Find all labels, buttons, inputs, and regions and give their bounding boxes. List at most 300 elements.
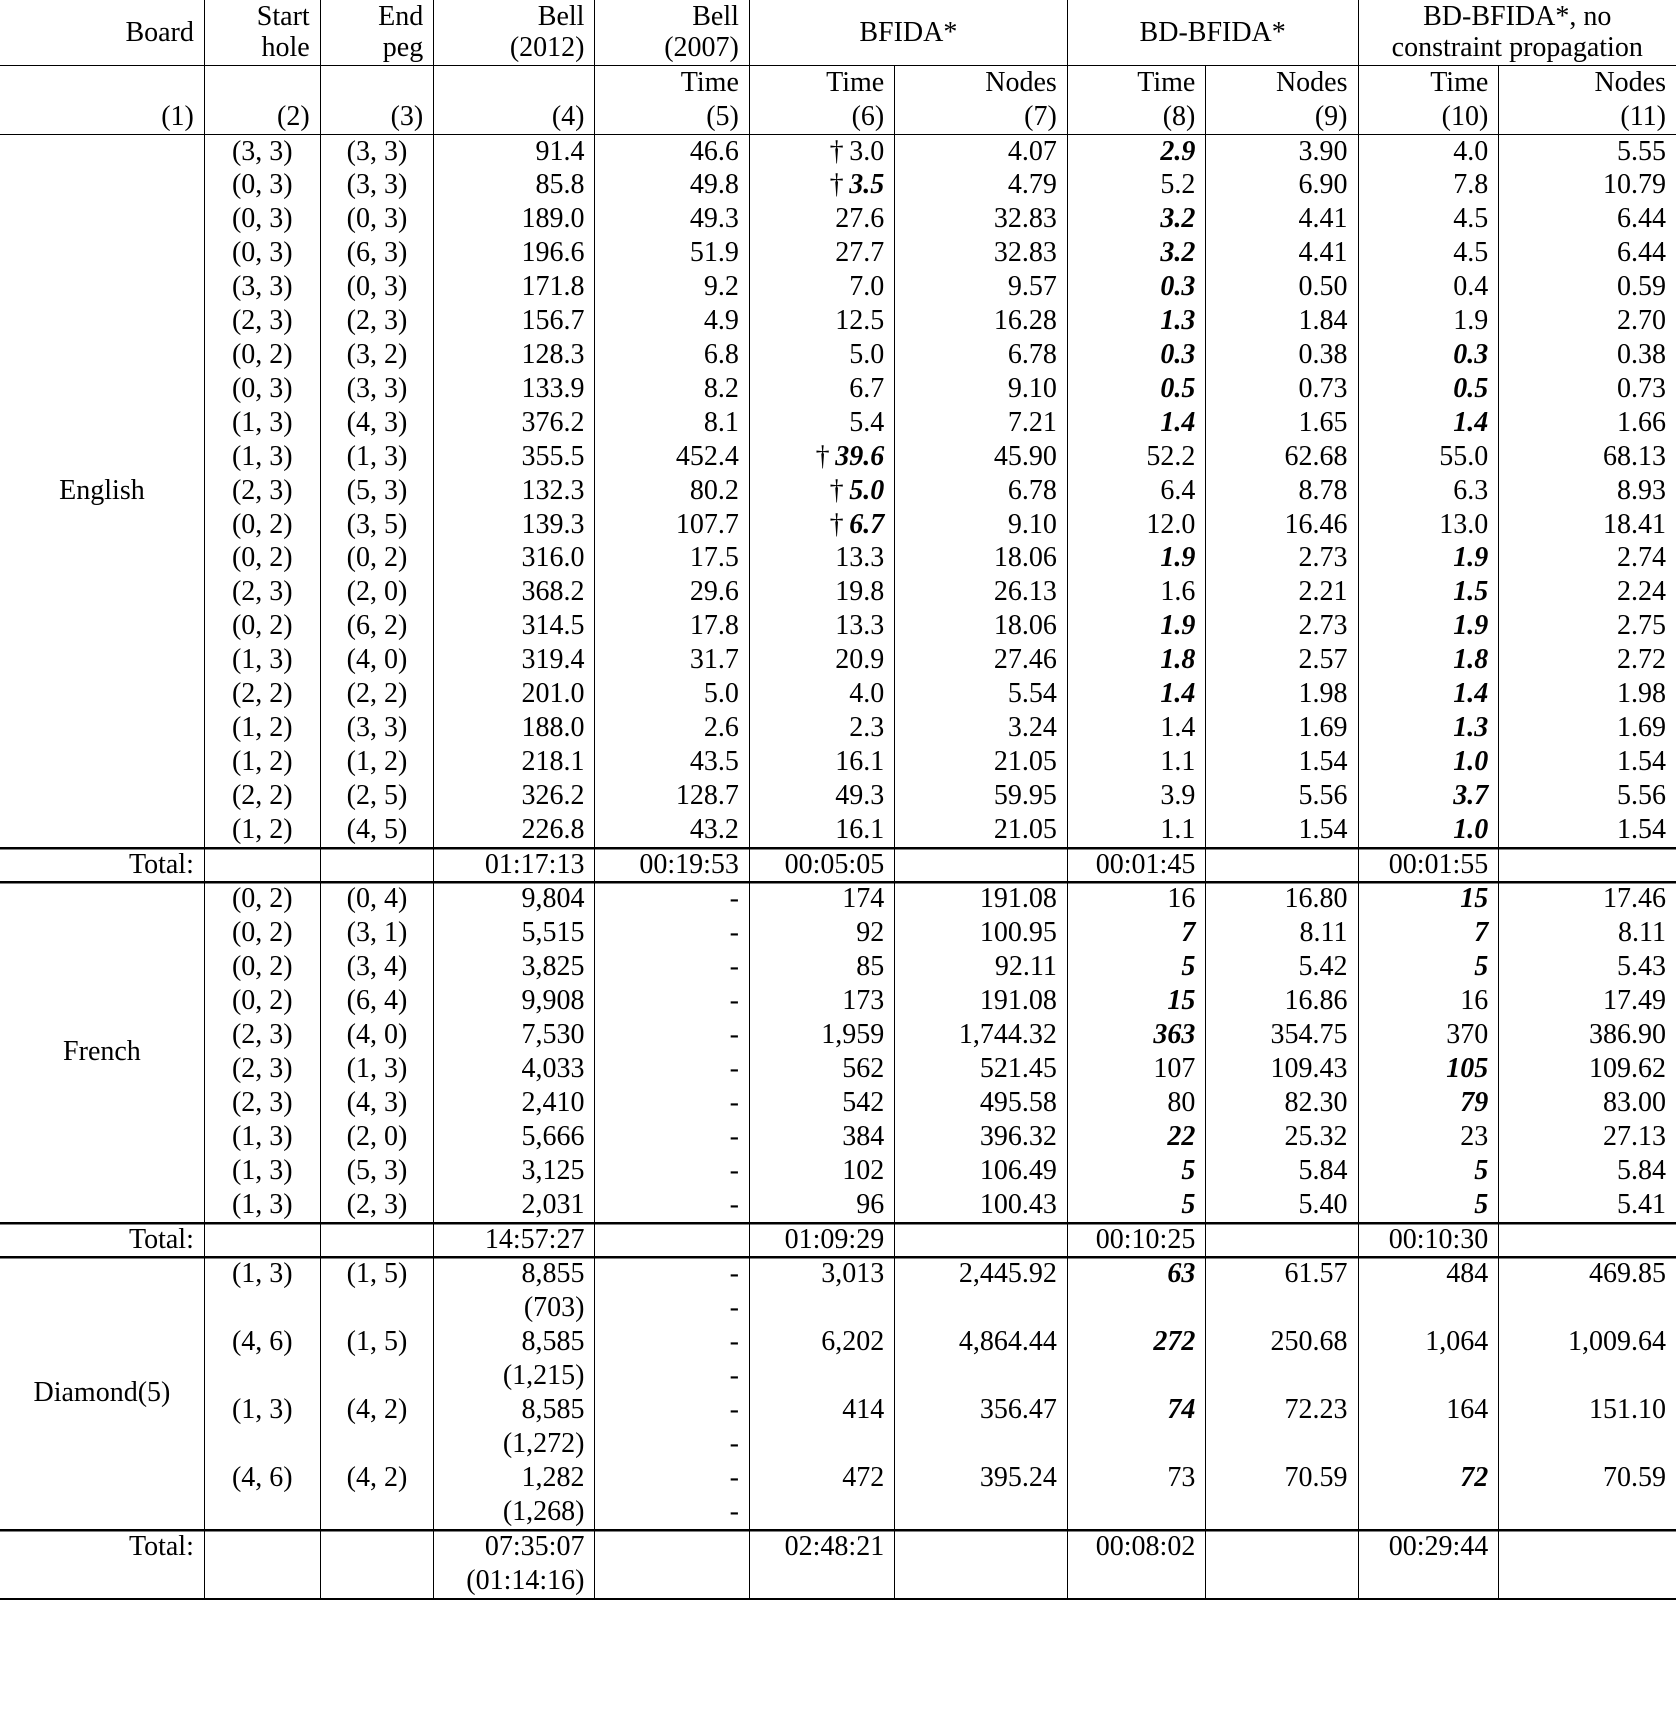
bfida-time-cell: 173 (749, 984, 894, 1018)
bdbfida-time-cell: 3.2 (1067, 202, 1206, 236)
bell2012-cell: 133.9 (434, 372, 595, 406)
bell2012-cell: 368.2 (434, 575, 595, 609)
start-hole-cell: (1, 3) (204, 1154, 320, 1188)
total-bell2012-cell: 14:57:27 (434, 1222, 595, 1257)
header-sub-end (320, 65, 434, 99)
bdbfida-nodes-cell: 1.54 (1206, 813, 1358, 847)
nocp-time-cell: 0.5 (1358, 372, 1499, 406)
bell2007-cell: - (595, 1086, 749, 1120)
bell2007-cell: 31.7 (595, 643, 749, 677)
bfida-nodes-cell: 9.57 (895, 270, 1068, 304)
end-peg-cell: (3, 4) (320, 950, 434, 984)
bfida-nodes-cell: 32.83 (895, 236, 1068, 270)
start-hole-cell: (0, 3) (204, 168, 320, 202)
nocp-nodes-cell: 17.46 (1499, 882, 1676, 916)
bdbfida-nodes-cell: 4.41 (1206, 202, 1358, 236)
start-hole-cell: (0, 2) (204, 916, 320, 950)
end-peg-cell: (1, 3) (320, 440, 434, 474)
bfida-nodes-cell: 26.13 (895, 575, 1068, 609)
end-peg-cell: (2, 5) (320, 779, 434, 813)
header-start-line1: Start (256, 1, 310, 32)
nocp-nodes-cell: 17.49 (1499, 984, 1676, 1018)
table-row (0, 1325, 1676, 1359)
start-hole-cell: (2, 3) (204, 1052, 320, 1086)
bell2012-cell: 189.0 (434, 202, 595, 236)
bfida-nodes-cell: 6.78 (895, 338, 1068, 372)
bfida-time-cell: 5.4 (749, 406, 894, 440)
bell2012-cell: 314.5 (434, 609, 595, 643)
bdbfida-time-cell: 0.3 (1067, 338, 1206, 372)
bell2007-sub-cell: - (595, 1291, 749, 1325)
header-bd-bfida-nocp (1358, 0, 1676, 65)
nocp-time-cell: 13.0 (1358, 508, 1499, 542)
bdbfida-nodes-cell: 61.57 (1206, 1257, 1358, 1291)
end-peg-cell: (2, 0) (320, 1120, 434, 1154)
total-label-cell: Total: (0, 1529, 204, 1563)
bdbfida-nodes-cell: 3.90 (1206, 134, 1358, 168)
end-peg-cell: (3, 3) (320, 134, 434, 168)
nocp-nodes-cell-empty (1499, 1359, 1676, 1393)
bdbfida-time-cell: 3.2 (1067, 236, 1206, 270)
total-nocp-nodes-empty-2 (1499, 1564, 1676, 1599)
nocp-nodes-cell: 18.41 (1499, 508, 1676, 542)
total-bfida-time-cell: 01:09:29 (749, 1222, 894, 1257)
bell2012-cell: 8,855 (434, 1257, 595, 1291)
bdbfida-time-cell: 1.3 (1067, 304, 1206, 338)
bell2012-cell: 201.0 (434, 677, 595, 711)
bfida-nodes-cell-empty (895, 1495, 1068, 1529)
end-peg-cell: (4, 0) (320, 1018, 434, 1052)
nocp-nodes-cell: 1,009.64 (1499, 1325, 1676, 1359)
header-num-9: (9) (1206, 100, 1358, 134)
start-hole-cell: (1, 2) (204, 745, 320, 779)
bell2007-cell: - (595, 1325, 749, 1359)
table-row (0, 270, 1676, 304)
nocp-time-cell: 16 (1358, 984, 1499, 1018)
bfida-time-cell: † 3.0 (749, 134, 894, 168)
bfida-nodes-cell: 106.49 (895, 1154, 1068, 1188)
bdbfida-time-cell: 16 (1067, 882, 1206, 916)
header-start-hole (204, 0, 320, 65)
nocp-time-cell: 1.9 (1358, 609, 1499, 643)
bfida-nodes-cell-empty (895, 1291, 1068, 1325)
table-row (0, 508, 1676, 542)
total-bdbfida-nodes-cell (1206, 1529, 1358, 1563)
total-bell2007-cell (595, 1529, 749, 1563)
bfida-time-cell: 7.0 (749, 270, 894, 304)
total-bfida-nodes-cell (895, 847, 1068, 882)
bdbfida-nodes-cell: 0.50 (1206, 270, 1358, 304)
nocp-time-cell: 1.9 (1358, 304, 1499, 338)
start-hole-cell: (1, 3) (204, 1257, 320, 1291)
table-row (0, 372, 1676, 406)
bell2012-sub-cell: (1,215) (434, 1359, 595, 1393)
bell2007-cell: 2.6 (595, 711, 749, 745)
bell2012-cell: 9,908 (434, 984, 595, 1018)
nocp-time-cell: 5 (1358, 950, 1499, 984)
table-row (0, 1120, 1676, 1154)
bdbfida-nodes-cell: 8.11 (1206, 916, 1358, 950)
total-bfida-nodes-cell (895, 1222, 1068, 1257)
bdbfida-time-cell: 3.9 (1067, 779, 1206, 813)
total-bdbfida-time-cell: 00:08:02 (1067, 1529, 1206, 1563)
bdbfida-nodes-cell-empty (1206, 1291, 1358, 1325)
nocp-time-cell: 1,064 (1358, 1325, 1499, 1359)
bfida-nodes-cell-empty (895, 1359, 1068, 1393)
bell2012-cell: 5,515 (434, 916, 595, 950)
bell2007-cell: 80.2 (595, 474, 749, 508)
bell2012-cell: 3,125 (434, 1154, 595, 1188)
bfida-time-cell: 16.1 (749, 745, 894, 779)
header-num-3: (3) (320, 100, 434, 134)
table-row (0, 1257, 1676, 1291)
bell2012-cell: 319.4 (434, 643, 595, 677)
bell2007-cell: 29.6 (595, 575, 749, 609)
end-peg-cell: (3, 2) (320, 338, 434, 372)
end-peg-cell: (1, 2) (320, 745, 434, 779)
bfida-nodes-cell: 2,445.92 (895, 1257, 1068, 1291)
bfida-nodes-cell: 21.05 (895, 813, 1068, 847)
bdbfida-nodes-cell: 5.40 (1206, 1188, 1358, 1222)
end-peg-cell: (4, 2) (320, 1393, 434, 1427)
bell2012-cell: 316.0 (434, 541, 595, 575)
end-peg-cell: (4, 0) (320, 643, 434, 677)
start-hole-cell-empty (204, 1359, 320, 1393)
bell2012-cell: 196.6 (434, 236, 595, 270)
total-row (0, 847, 1676, 882)
bfida-nodes-cell: 100.95 (895, 916, 1068, 950)
bell2012-sub-cell: (703) (434, 1291, 595, 1325)
nocp-time-cell: 1.0 (1358, 745, 1499, 779)
start-hole-cell: (4, 6) (204, 1325, 320, 1359)
nocp-nodes-cell: 1.66 (1499, 406, 1676, 440)
bfida-nodes-cell-empty (895, 1427, 1068, 1461)
table-row (0, 677, 1676, 711)
bfida-time-cell-empty (749, 1359, 894, 1393)
total-bell2012-cell: 01:17:13 (434, 847, 595, 882)
nocp-time-cell: 6.3 (1358, 474, 1499, 508)
bfida-time-cell: 542 (749, 1086, 894, 1120)
bdbfida-nodes-cell: 16.86 (1206, 984, 1358, 1018)
start-hole-cell: (0, 3) (204, 372, 320, 406)
header-bell-2012 (434, 0, 595, 65)
start-hole-cell: (2, 3) (204, 575, 320, 609)
bdbfida-time-cell: 63 (1067, 1257, 1206, 1291)
start-hole-cell: (0, 3) (204, 202, 320, 236)
start-hole-cell: (2, 3) (204, 304, 320, 338)
bfida-time-cell: 85 (749, 950, 894, 984)
header-sub-bfida-time: Time (749, 65, 894, 99)
nocp-nodes-cell: 0.59 (1499, 270, 1676, 304)
end-peg-cell: (1, 5) (320, 1257, 434, 1291)
end-peg-cell: (3, 5) (320, 508, 434, 542)
bfida-nodes-cell: 92.11 (895, 950, 1068, 984)
total-nocp-time-cell: 00:29:44 (1358, 1529, 1499, 1563)
header-start-line2: hole (261, 32, 310, 64)
total-bdbfida-nodes-cell (1206, 1222, 1358, 1257)
nocp-nodes-cell: 83.00 (1499, 1086, 1676, 1120)
nocp-nodes-cell: 386.90 (1499, 1018, 1676, 1052)
bfida-time-cell: 92 (749, 916, 894, 950)
header-board-line1: Board (125, 16, 194, 48)
table-row-continuation (0, 1495, 1676, 1529)
total-bell2012-cell: 07:35:07 (434, 1529, 595, 1563)
bdbfida-nodes-cell: 4.41 (1206, 236, 1358, 270)
nocp-nodes-cell: 10.79 (1499, 168, 1676, 202)
bdbfida-time-cell: 1.4 (1067, 711, 1206, 745)
nocp-time-cell: 5 (1358, 1154, 1499, 1188)
table-row (0, 779, 1676, 813)
bell2007-cell: - (595, 1154, 749, 1188)
header-bfida (749, 0, 1067, 65)
bell2012-cell: 4,033 (434, 1052, 595, 1086)
total-bfida-time-empty-2 (749, 1564, 894, 1599)
bfida-nodes-cell: 18.06 (895, 609, 1068, 643)
bell2007-cell: 4.9 (595, 304, 749, 338)
table-head (0, 0, 1676, 134)
bfida-time-cell: † 6.7 (749, 508, 894, 542)
bfida-time-cell: 12.5 (749, 304, 894, 338)
table-row (0, 1018, 1676, 1052)
bdbfida-nodes-cell: 6.90 (1206, 168, 1358, 202)
table-row (0, 882, 1676, 916)
header-sub-bdbfida-nodes: Nodes (1206, 65, 1358, 99)
bfida-time-cell: 384 (749, 1120, 894, 1154)
bdbfida-nodes-cell: 2.57 (1206, 643, 1358, 677)
bfida-nodes-cell: 100.43 (895, 1188, 1068, 1222)
bfida-time-cell: 6,202 (749, 1325, 894, 1359)
bell2007-cell: 9.2 (595, 270, 749, 304)
nocp-nodes-cell: 109.62 (1499, 1052, 1676, 1086)
bfida-time-cell: 102 (749, 1154, 894, 1188)
table-row (0, 406, 1676, 440)
end-peg-cell: (5, 3) (320, 474, 434, 508)
bdbfida-time-cell-empty (1067, 1427, 1206, 1461)
bdbfida-nodes-cell-empty (1206, 1359, 1358, 1393)
bfida-nodes-cell: 16.28 (895, 304, 1068, 338)
nocp-time-cell: 1.9 (1358, 541, 1499, 575)
bfida-nodes-cell: 521.45 (895, 1052, 1068, 1086)
header-end-line2: peg (382, 32, 424, 64)
bfida-nodes-cell: 191.08 (895, 882, 1068, 916)
header-sub-bell2012 (434, 65, 595, 99)
header-sub-bell2007-time: Time (595, 65, 749, 99)
bell2007-cell: - (595, 1018, 749, 1052)
total-bell2012-sub-cell: (01:14:16) (434, 1564, 595, 1599)
bell2012-cell: 218.1 (434, 745, 595, 779)
total-bfida-nodes-empty-2 (895, 1564, 1068, 1599)
total-end-empty (320, 1222, 434, 1257)
bdbfida-nodes-cell: 2.73 (1206, 541, 1358, 575)
bell2012-cell: 139.3 (434, 508, 595, 542)
bdbfida-nodes-cell: 109.43 (1206, 1052, 1358, 1086)
bfida-nodes-cell: 396.32 (895, 1120, 1068, 1154)
nocp-time-cell: 1.4 (1358, 406, 1499, 440)
start-hole-cell: (1, 2) (204, 813, 320, 847)
nocp-time-cell: 1.4 (1358, 677, 1499, 711)
bfida-time-cell: 20.9 (749, 643, 894, 677)
bdbfida-time-cell: 15 (1067, 984, 1206, 1018)
bdbfida-nodes-cell: 2.73 (1206, 609, 1358, 643)
nocp-time-cell-empty (1358, 1495, 1499, 1529)
bfida-nodes-cell: 4.79 (895, 168, 1068, 202)
table-row (0, 168, 1676, 202)
bell2012-cell: 326.2 (434, 779, 595, 813)
board-name-cell: Diamond(5) (0, 1257, 204, 1529)
header-num-1: (1) (161, 100, 194, 132)
nocp-time-cell: 5 (1358, 1188, 1499, 1222)
total-nocp-nodes-cell (1499, 847, 1676, 882)
nocp-nodes-cell: 151.10 (1499, 1393, 1676, 1427)
start-hole-cell: (1, 3) (204, 1188, 320, 1222)
bell2007-cell: 6.8 (595, 338, 749, 372)
end-peg-cell: (0, 3) (320, 270, 434, 304)
bell2007-cell: 17.8 (595, 609, 749, 643)
bfida-time-cell: 13.3 (749, 541, 894, 575)
bdbfida-nodes-cell-empty (1206, 1427, 1358, 1461)
bfida-nodes-cell: 356.47 (895, 1393, 1068, 1427)
table-row (0, 440, 1676, 474)
header-number-row (0, 100, 1676, 134)
bdbfida-time-cell: 6.4 (1067, 474, 1206, 508)
total-nocp-nodes-cell (1499, 1222, 1676, 1257)
bdbfida-time-cell: 1.4 (1067, 677, 1206, 711)
nocp-nodes-cell: 2.74 (1499, 541, 1676, 575)
nocp-time-cell: 79 (1358, 1086, 1499, 1120)
total-row (0, 1529, 1676, 1563)
bdbfida-time-cell: 52.2 (1067, 440, 1206, 474)
nocp-nodes-cell: 27.13 (1499, 1120, 1676, 1154)
bdbfida-time-cell: 5 (1067, 950, 1206, 984)
bdbfida-time-cell-empty (1067, 1495, 1206, 1529)
table-row (0, 541, 1676, 575)
start-hole-cell-empty (204, 1427, 320, 1461)
nocp-time-cell: 4.5 (1358, 202, 1499, 236)
bell2012-cell: 8,585 (434, 1393, 595, 1427)
header-bell2007-line2: (2007) (664, 32, 739, 64)
bell2012-sub-cell: (1,268) (434, 1495, 595, 1529)
bell2012-cell: 2,410 (434, 1086, 595, 1120)
start-hole-cell: (2, 3) (204, 474, 320, 508)
bell2007-cell: - (595, 882, 749, 916)
start-hole-cell-empty (204, 1495, 320, 1529)
nocp-nodes-cell: 6.44 (1499, 236, 1676, 270)
nocp-nodes-cell: 469.85 (1499, 1257, 1676, 1291)
table-row (0, 950, 1676, 984)
bfida-time-cell: 6.7 (749, 372, 894, 406)
header-num-11: (11) (1499, 100, 1676, 134)
bell2007-cell: - (595, 1188, 749, 1222)
bdbfida-time-cell: 1.9 (1067, 609, 1206, 643)
table-row-continuation (0, 1359, 1676, 1393)
bfida-nodes-cell: 27.46 (895, 643, 1068, 677)
start-hole-cell: (0, 2) (204, 882, 320, 916)
bdbfida-nodes-cell: 2.21 (1206, 575, 1358, 609)
nocp-time-cell: 3.7 (1358, 779, 1499, 813)
header-num-4: (4) (434, 100, 595, 134)
table-row (0, 1154, 1676, 1188)
total-start-empty (204, 1529, 320, 1563)
bell2012-cell: 5,666 (434, 1120, 595, 1154)
header-board (0, 0, 204, 65)
bell2007-cell: 51.9 (595, 236, 749, 270)
bdbfida-time-cell: 5.2 (1067, 168, 1206, 202)
bell2007-cell: 49.3 (595, 202, 749, 236)
bfida-time-cell: 13.3 (749, 609, 894, 643)
bdbfida-time-cell: 1.9 (1067, 541, 1206, 575)
bfida-nodes-cell: 45.90 (895, 440, 1068, 474)
end-peg-cell: (3, 3) (320, 711, 434, 745)
nocp-time-cell: 1.0 (1358, 813, 1499, 847)
header-bell2012-line2: (2012) (509, 32, 585, 64)
end-peg-cell: (2, 2) (320, 677, 434, 711)
nocp-nodes-cell: 5.41 (1499, 1188, 1676, 1222)
bfida-time-cell: 27.6 (749, 202, 894, 236)
start-hole-cell: (1, 3) (204, 1120, 320, 1154)
total-start-empty (204, 847, 320, 882)
bdbfida-nodes-cell: 354.75 (1206, 1018, 1358, 1052)
bell2007-cell: - (595, 984, 749, 1018)
nocp-time-cell: 484 (1358, 1257, 1499, 1291)
total-bfida-nodes-cell (895, 1529, 1068, 1563)
nocp-time-cell-empty (1358, 1427, 1499, 1461)
bell2012-cell: 85.8 (434, 168, 595, 202)
bfida-nodes-cell: 1,744.32 (895, 1018, 1068, 1052)
bell2012-cell: 226.8 (434, 813, 595, 847)
start-hole-cell: (2, 3) (204, 1086, 320, 1120)
bfida-nodes-cell: 4.07 (895, 134, 1068, 168)
start-hole-cell: (0, 2) (204, 338, 320, 372)
end-peg-cell: (3, 3) (320, 372, 434, 406)
nocp-time-cell: 7 (1358, 916, 1499, 950)
bfida-time-cell: 19.8 (749, 575, 894, 609)
nocp-nodes-cell: 5.55 (1499, 134, 1676, 168)
bell2012-cell: 171.8 (434, 270, 595, 304)
start-hole-cell: (0, 2) (204, 541, 320, 575)
nocp-nodes-cell: 5.84 (1499, 1154, 1676, 1188)
bdbfida-nodes-cell: 62.68 (1206, 440, 1358, 474)
end-peg-cell: (2, 3) (320, 1188, 434, 1222)
bdbfida-nodes-cell: 72.23 (1206, 1393, 1358, 1427)
bdbfida-time-cell: 5 (1067, 1154, 1206, 1188)
header-bdbfida-line1: BD-BFIDA* (1139, 16, 1286, 48)
table-row (0, 609, 1676, 643)
bdbfida-time-cell-empty (1067, 1291, 1206, 1325)
table-row (0, 1086, 1676, 1120)
total-bfida-time-cell: 00:05:05 (749, 847, 894, 882)
bell2012-cell: 8,585 (434, 1325, 595, 1359)
bfida-time-cell: 16.1 (749, 813, 894, 847)
total-end-empty (320, 1529, 434, 1563)
bell2012-cell: 132.3 (434, 474, 595, 508)
bell2012-sub-cell: (1,272) (434, 1427, 595, 1461)
bfida-time-cell-empty (749, 1291, 894, 1325)
bfida-nodes-cell: 395.24 (895, 1461, 1068, 1495)
header-bd-bfida (1067, 0, 1358, 65)
bdbfida-time-cell: 1.1 (1067, 745, 1206, 779)
bell2012-cell: 9,804 (434, 882, 595, 916)
header-bdbfidanocp-line1: BD-BFIDA*, no (1423, 1, 1612, 32)
bfida-time-cell: 562 (749, 1052, 894, 1086)
bfida-time-cell: 174 (749, 882, 894, 916)
bell2012-cell: 376.2 (434, 406, 595, 440)
total-end-empty (320, 847, 434, 882)
start-hole-cell: (2, 2) (204, 779, 320, 813)
bdbfida-nodes-cell: 1.54 (1206, 745, 1358, 779)
total-bell2007-cell (595, 1222, 749, 1257)
table-row (0, 643, 1676, 677)
table-row (0, 1052, 1676, 1086)
